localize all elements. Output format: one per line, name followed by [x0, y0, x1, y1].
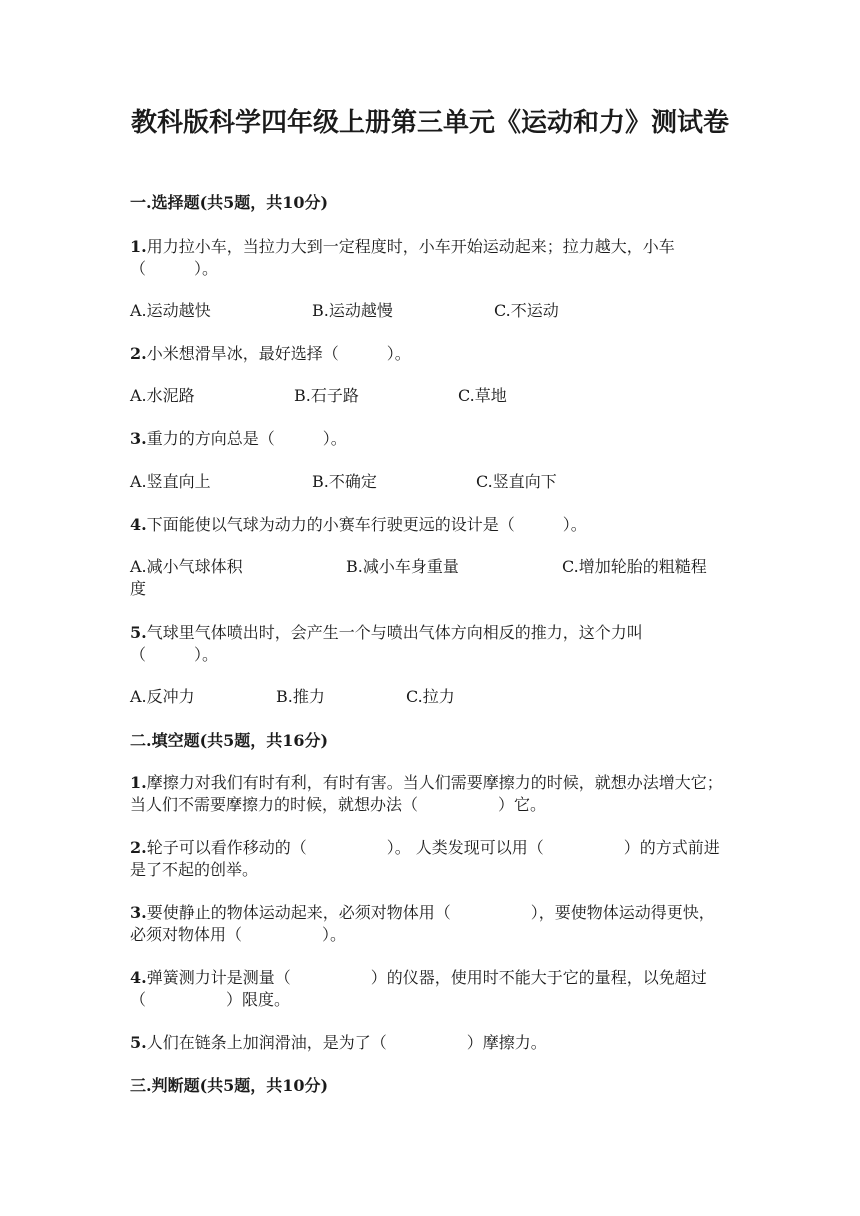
- option-b[interactable]: B.减小车身重量: [346, 557, 459, 576]
- option-c[interactable]: C.拉力: [406, 687, 455, 706]
- question-choice-5: [130, 622, 730, 666]
- option-b[interactable]: B.运动越慢: [312, 301, 393, 320]
- question-text: 小米想滑旱冰，最好选择（ ）。: [146, 344, 411, 363]
- question-number: 3.: [130, 903, 147, 922]
- question-text: 下面能使以气球为动力的小赛车行驶更远的设计是（ ）。: [146, 515, 587, 534]
- question-number: 1.: [130, 237, 147, 256]
- option-a[interactable]: A.反冲力: [130, 687, 195, 706]
- question-text: 人们在链条上加润滑油，是为了（ ）摩擦力。: [146, 1033, 547, 1052]
- question-number: 2.: [130, 838, 147, 857]
- question-choice-1: [130, 236, 730, 280]
- option-c[interactable]: C.竖直向下: [476, 472, 557, 491]
- option-a[interactable]: A.竖直向上: [130, 472, 211, 491]
- question-text: 轮子可以看作移动的（ ）。 人类发现可以用（ ）的方式前进是了不起的创举。: [130, 838, 720, 879]
- section-heading-fill-blank: 二.填空题(共5题，共16分): [130, 731, 329, 750]
- question-fill-2: [130, 837, 730, 881]
- question-fill-3: [130, 902, 730, 946]
- section-heading-choice: 一.选择题(共5题，共10分): [130, 193, 329, 212]
- option-b[interactable]: B.石子路: [294, 386, 359, 405]
- question-choice-2: [130, 343, 730, 365]
- question-text: 重力的方向总是（ ）。: [146, 429, 347, 448]
- question-number: 2.: [130, 344, 147, 363]
- page-title: 教科版科学四年级上册第三单元《运动和力》测试卷: [130, 108, 729, 138]
- question-number: 4.: [130, 968, 147, 987]
- question-text: 弹簧测力计是测量（ ）的仪器，使用时不能大于它的量程，以免超过（ ）限度。: [130, 968, 707, 1009]
- section-heading-true-false: 三.判断题(共5题，共10分): [130, 1076, 329, 1095]
- question-number: 3.: [130, 429, 147, 448]
- option-a[interactable]: A.水泥路: [130, 386, 195, 405]
- question-number: 5.: [130, 1033, 147, 1052]
- option-c[interactable]: C.增加轮胎的粗糙程: [562, 557, 707, 576]
- option-b[interactable]: B.不确定: [312, 472, 377, 491]
- question-fill-4: [130, 967, 730, 1011]
- options-choice-3: [130, 471, 730, 493]
- question-choice-4: [130, 514, 730, 536]
- question-text: 摩擦力对我们有时有利，有时有害。当人们需要摩擦力的时候，就想办法增大它；当人们不需要摩擦力的时候，就想办法（ ）它。: [130, 773, 723, 814]
- option-c-continuation: 度: [130, 579, 147, 598]
- option-c[interactable]: C.不运动: [494, 301, 559, 320]
- option-a[interactable]: A.减小气球体积: [130, 557, 243, 576]
- options-choice-2: [130, 385, 730, 407]
- option-c[interactable]: C.草地: [458, 386, 507, 405]
- question-number: 5.: [130, 623, 147, 642]
- question-choice-3: [130, 428, 730, 450]
- question-text: 要使静止的物体运动起来，必须对物体用（ ），要使物体运动得更快，必须对物体用（ ）。: [130, 903, 715, 944]
- option-b[interactable]: B.推力: [276, 687, 325, 706]
- question-text: 气球里气体喷出时，会产生一个与喷出气体方向相反的推力，这个力叫（ ）。: [130, 623, 643, 664]
- options-choice-5: [130, 686, 730, 708]
- option-a[interactable]: A.运动越快: [130, 301, 211, 320]
- question-fill-5: [130, 1032, 730, 1054]
- question-number: 1.: [130, 773, 147, 792]
- options-choice-4: [130, 556, 730, 600]
- question-text: 用力拉小车，当拉力大到一定程度时，小车开始运动起来；拉力越大，小车（ ）。: [130, 237, 675, 278]
- options-choice-1: [130, 300, 730, 322]
- question-fill-1: [130, 772, 730, 816]
- question-number: 4.: [130, 515, 147, 534]
